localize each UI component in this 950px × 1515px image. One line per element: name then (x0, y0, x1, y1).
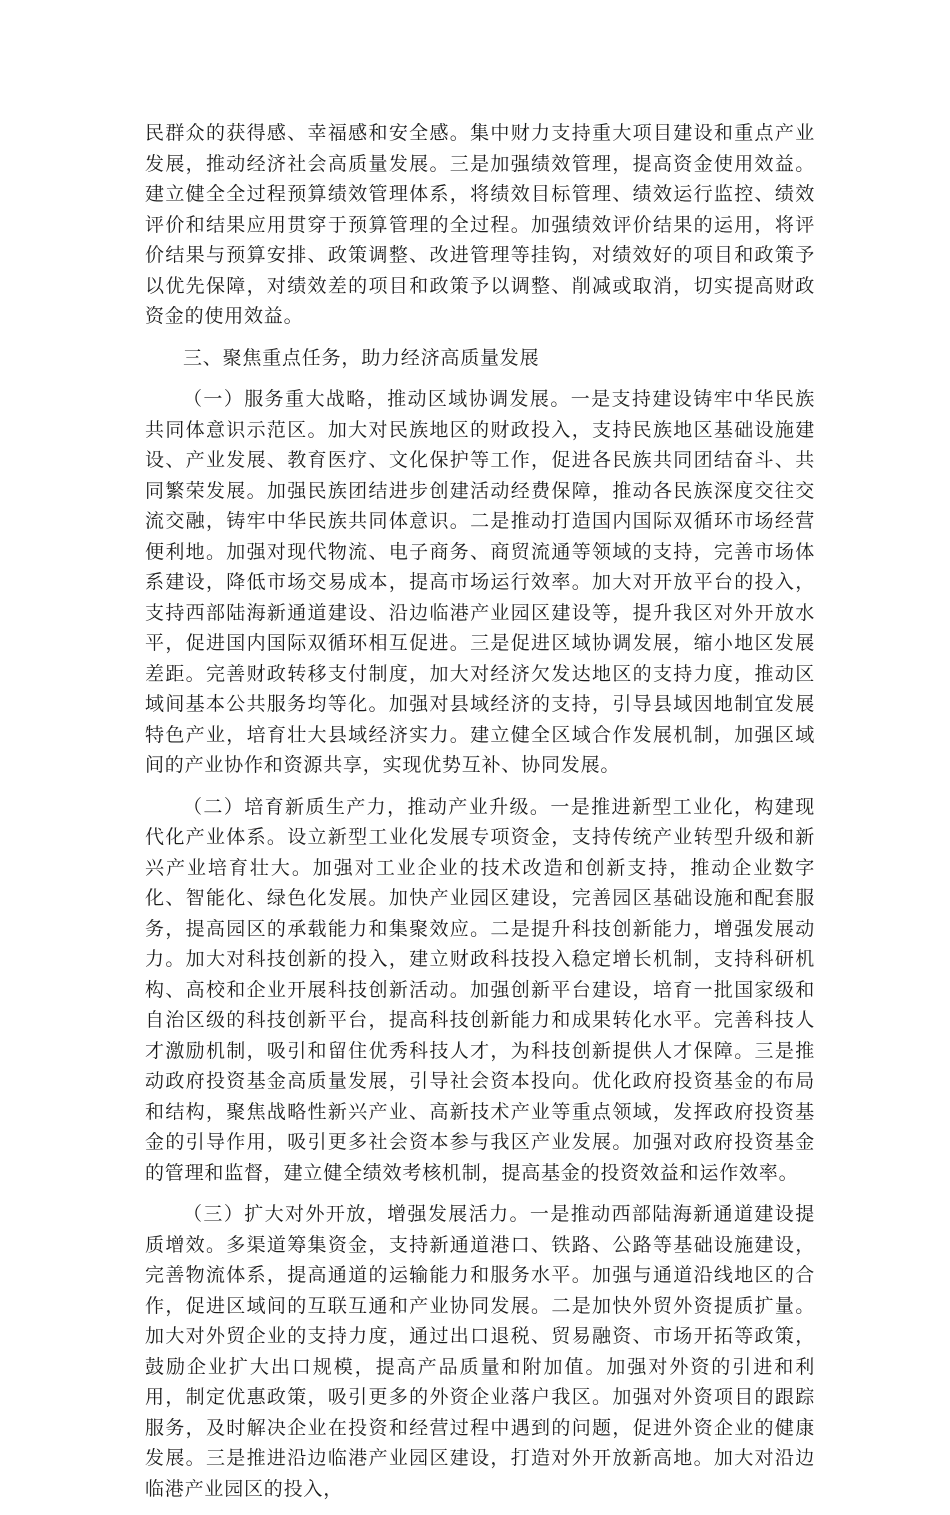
section-heading: 三、聚焦重点任务，助力经济高质量发展 (183, 346, 540, 369)
paragraph-item-3: （三）扩大对外开放，增强发展活力。一是推动西部陆海新通道建设提质增效。多渠道筹集资金，支持新通道港口、铁路、公路等基础设施建设，完善物流体系，提高通道的运输能力和服务水平。加强与通道沿线地区的合作，促进区域间的互联互通和产业协同发展。二是加快外贸外资提质扩量。加大对外贸企业的支持力度，通过出口退税、贸易融资、市场开拓等政策，鼓励企业扩大出口规模，提高产品质量和附加值。加强对外资的引进和利用，制定优惠政策，吸引更多的外资企业落户我区。加强对外资项目的跟踪服务，及时解决企业在投资和经营过程中遇到的问题，促进外资企业的健康发展。三是推进沿边临港产业园区建设，打造对外开放新高地。加大对沿边临港产业园区的投入， (145, 1203, 815, 1500)
paragraph-item-1: （一）服务重大战略，推动区域协调发展。一是支持建设铸牢中华民族共同体意识示范区。加大对民族地区的财政投入，支持民族地区基础设施建设、产业发展、教育医疗、文化保护等工作，促进各民族共同团结奋斗、共同繁荣发展。加强民族团结进步创建活动经费保障，推动各民族深度交往交流交融，铸牢中华民族共同体意识。二是推动打造国内国际双循环市场经营便利地。加强对现代物流、电子商务、商贸流通等领域的支持，完善市场体系建设，降低市场交易成本，提高市场运行效率。加大对开放平台的投入，支持西部陆海新通道建设、沿边临港产业园区建设等，提升我区对外开放水平，促进国内国际双循环相互促进。三是促进区域协调发展，缩小地区发展差距。完善财政转移支付制度，加大对经济欠发达地区的支持力度，推动区域间基本公共服务均等化。加强对县域经济的支持，引导县域因地制宜发展特色产业，培育壮大县域经济实力。建立健全区域合作发展机制，加强区域间的产业协作和资源共享，实现优势互补、协同发展。 (145, 388, 815, 776)
paragraph-item-2: （二）培育新质生产力，推动产业升级。一是推进新型工业化，构建现代化产业体系。设立新型工业化发展专项资金，支持传统产业转型升级和新兴产业培育壮大。加强对工业企业的技术改造和创新支持，推动企业数字化、智能化、绿色化发展。加快产业园区建设，完善园区基础设施和配套服务，提高园区的承载能力和集聚效应。二是提升科技创新能力，增强发展动力。加大对科技创新的投入，建立财政科技投入稳定增长机制，支持科研机构、高校和企业开展科技创新活动。加强创新平台建设，培育一批国家级和自治区级的科技创新平台，提高科技创新能力和成果转化水平。完善科技人才激励机制，吸引和留住优秀科技人才，为科技创新提供人才保障。三是推动政府投资基金高质量发展，引导社会资本投向。优化政府投资基金的布局和结构，聚焦战略性新兴产业、高新技术产业等重点领域，发挥政府投资基金的引导作用，吸引更多社会资本参与我区产业发展。加强对政府投资基金的管理和监督，建立健全绩效考核机制，提高基金的投资效益和运作效率。 (145, 795, 815, 1184)
document-body (145, 118, 815, 1515)
paragraph-continuation: 民群众的获得感、幸福感和安全感。集中财力支持重大项目建设和重点产业发展，推动经济社会高质量发展。三是加强绩效管理，提高资金使用效益。建立健全全过程预算绩效管理体系，将绩效目标管理、绩效运行监控、绩效评价和结果应用贯穿于预算管理的全过程。加强绩效评价结果的运用，将评价结果与预算安排、政策调整、改进管理等挂钩，对绩效好的项目和政策予以优先保障，对绩效差的项目和政策予以调整、削减或取消，切实提高财政资金的使用效益。 (145, 122, 815, 327)
